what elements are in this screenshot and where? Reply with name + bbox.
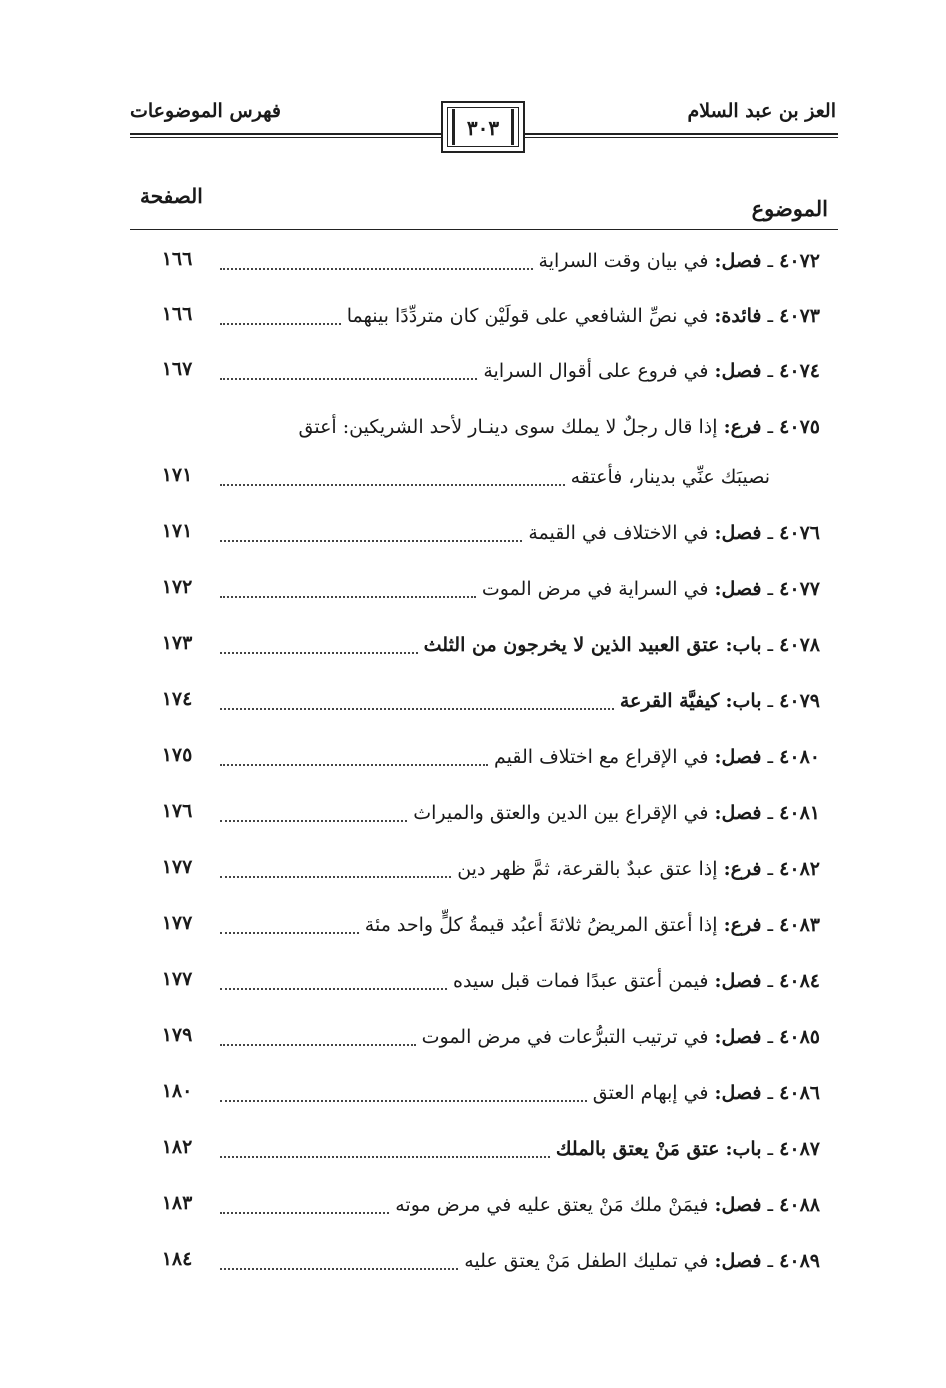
entry-page: ١٧١ — [161, 464, 193, 486]
entry-page: ١٦٦ — [161, 248, 193, 270]
running-header-title: فهرس الموضوعات — [130, 100, 281, 122]
entry-number: ٤٠٨٨ — [779, 1194, 820, 1216]
entry-page: ١٧٧ — [161, 912, 193, 934]
entry-label: فصل: — [714, 360, 762, 382]
toc-entry: ٤٠٧٥ ـ فرع: إذا قال رجلٌ لا يملك سوى دينـار لأحد الشريكين: أعتق ١٧١ نصيبَك عنِّي بدينار، فأعتقه — [130, 412, 830, 502]
leader-dots — [220, 876, 451, 878]
toc-entry: ١٧٧ ٤٠٨٤ ـ فصل: فيمن أعتق عبدًا فمات قبل سيده — [130, 966, 830, 1006]
leader-dots — [220, 988, 447, 990]
entry-number: ٤٠٨٢ — [779, 858, 820, 880]
entry-number: ٤٠٨٧ — [779, 1138, 820, 1160]
entry-number: ٤٠٧٦ — [779, 522, 820, 544]
entry-label: فصل: — [714, 1194, 762, 1216]
entry-label: فصل: — [714, 746, 762, 768]
entry-number: ٤٠٨٤ — [779, 970, 820, 992]
entry-text: في الإقراع مع اختلاف القيم — [493, 746, 709, 768]
entry-number: ٤٠٧٧ — [779, 578, 820, 600]
leader-dots — [220, 652, 418, 654]
entry-text: في ترتيب التبرُّعات في مرض الموت — [421, 1026, 709, 1048]
leader-dots — [220, 1212, 389, 1214]
entry-page: ١٧٢ — [161, 576, 193, 598]
entry-label: باب: — [725, 634, 762, 656]
entry-number: ٤٠٧٨ — [779, 634, 820, 656]
leader-dots — [220, 1268, 458, 1270]
toc-entry: ١٦٦ ٤٠٧٢ ـ فصل: في بيان وقت السراية — [130, 246, 830, 286]
entry-text: عتق العبيد الذين لا يخرجون من الثلث — [423, 634, 720, 656]
entry-number: ٤٠٨٩ — [779, 1250, 820, 1272]
entry-page: ١٧١ — [161, 520, 193, 542]
entry-page: ١٨٤ — [161, 1248, 193, 1270]
toc-entry: ١٧٣ ٤٠٧٨ ـ باب: عتق العبيد الذين لا يخرجون من الثلث — [130, 630, 830, 670]
entry-text: كيفيَّة القرعة — [619, 690, 720, 712]
entry-page: ١٧٥ — [161, 744, 193, 766]
entry-page: ١٦٦ — [161, 303, 193, 325]
entry-label: فصل: — [714, 1250, 762, 1272]
entry-text: في الإقراع بين الدين والعتق والميراث — [413, 802, 709, 824]
toc-entry: ١٧٤ ٤٠٧٩ ـ باب: كيفيَّة القرعة — [130, 686, 830, 726]
column-heading-rule — [130, 229, 838, 230]
leader-dots — [220, 1156, 550, 1158]
entry-label: فصل: — [714, 1082, 762, 1104]
entry-label: فصل: — [714, 578, 762, 600]
leader-dots — [220, 378, 477, 380]
leader-dots — [220, 484, 565, 486]
entry-number: ٤٠٧٣ — [779, 305, 820, 327]
entry-page: ١٨٠ — [161, 1080, 193, 1102]
entry-number: ٤٠٨٥ — [779, 1026, 820, 1048]
entry-number: ٤٠٧٤ — [779, 360, 820, 382]
entry-text: في فروع على أقوال السراية — [483, 360, 709, 382]
page-number-frame — [441, 101, 525, 153]
column-heading-topic: الموضوع — [751, 196, 828, 221]
toc-entry: ١٦٧ ٤٠٧٤ ـ فصل: في فروع على أقوال السراية — [130, 356, 830, 396]
entry-label: فرع: — [723, 914, 762, 936]
toc-entry: ١٦٦ ٤٠٧٣ ـ فائدة: في نصِّ الشافعي على قولَيْن كان متردِّدًا بينهما — [130, 301, 830, 341]
toc-entry: ١٨٣ ٤٠٨٨ ـ فصل: فيمَنْ ملك مَنْ يعتق عليه في مرض موته — [130, 1190, 830, 1230]
entry-text: في الاختلاف في القيمة — [528, 522, 709, 544]
entry-label: فصل: — [714, 522, 762, 544]
toc-entry: ١٧٥ ٤٠٨٠ ـ فصل: في الإقراع مع اختلاف القيم — [130, 742, 830, 782]
leader-dots — [220, 820, 407, 822]
entry-label: فصل: — [714, 802, 762, 824]
entry-text: إذا عتق عبدٌ بالقرعة، ثمَّ ظهر دين — [457, 858, 718, 880]
entry-page: ١٧٧ — [161, 968, 193, 990]
entry-label: فصل: — [714, 250, 762, 272]
entry-number: ٤٠٧٩ — [779, 690, 820, 712]
toc-entry: ١٨٢ ٤٠٨٧ ـ باب: عتق مَنْ يعتق بالملك — [130, 1134, 830, 1174]
entry-number: ٤٠٧٥ — [779, 416, 820, 438]
column-heading-page: الصفحة — [140, 184, 203, 208]
toc-entry: ١٧١ ٤٠٧٦ ـ فصل: في الاختلاف في القيمة — [130, 518, 830, 558]
entry-text-continued: نصيبَك عنِّي بدينار، فأعتقه — [570, 466, 770, 488]
entry-number: ٤٠٨١ — [779, 802, 820, 824]
toc-entry: ١٧٩ ٤٠٨٥ ـ فصل: في ترتيب التبرُّعات في مرض الموت — [130, 1022, 830, 1062]
toc-entry: ١٧٧ ٤٠٨٢ ـ فرع: إذا عتق عبدٌ بالقرعة، ثمَّ ظهر دين — [130, 854, 830, 894]
entry-page: ١٧٤ — [161, 688, 193, 710]
entry-label: فصل: — [714, 970, 762, 992]
toc-entry: ١٨٤ ٤٠٨٩ ـ فصل: في تمليك الطفل مَنْ يعتق عليه — [130, 1246, 830, 1286]
entry-page: ١٧٣ — [161, 632, 193, 654]
entry-text: إذا أعتق المريضُ ثلاثةَ أعبُد قيمةُ كلٍّ واحد مئة — [364, 914, 718, 936]
leader-dots — [220, 268, 533, 270]
entry-page: ١٧٧ — [161, 856, 193, 878]
entry-text: في السراية في مرض الموت — [481, 578, 709, 600]
entry-text: في بيان وقت السراية — [538, 250, 709, 272]
leader-dots — [220, 323, 341, 325]
toc-entry: ١٨٠ ٤٠٨٦ ـ فصل: في إبهام العتق — [130, 1078, 830, 1118]
entry-text: في تمليك الطفل مَنْ يعتق عليه — [464, 1250, 709, 1272]
leader-dots — [220, 1100, 587, 1102]
leader-dots — [220, 708, 614, 710]
leader-dots — [220, 764, 488, 766]
entry-text: عتق مَنْ يعتق بالملك — [555, 1138, 720, 1160]
toc-entry: ١٧٢ ٤٠٧٧ ـ فصل: في السراية في مرض الموت — [130, 574, 830, 614]
leader-dots — [220, 540, 522, 542]
entry-label: باب: — [725, 1138, 762, 1160]
entry-number: ٤٠٨٦ — [779, 1082, 820, 1104]
entry-number: ٤٠٧٢ — [779, 250, 820, 272]
entry-text: فيمَنْ ملك مَنْ يعتق عليه في مرض موته — [395, 1194, 709, 1216]
leader-dots — [220, 596, 476, 598]
entry-page: ١٨٣ — [161, 1192, 193, 1214]
entry-label: فصل: — [714, 1026, 762, 1048]
entry-label: باب: — [725, 690, 762, 712]
entry-number: ٤٠٨٠ — [779, 746, 820, 768]
page-number: ٣٠٣ — [466, 116, 500, 140]
leader-dots — [220, 1044, 416, 1046]
entry-page: ١٧٦ — [161, 800, 193, 822]
leader-dots — [220, 932, 359, 934]
entry-text: فيمن أعتق عبدًا فمات قبل سيده — [452, 970, 709, 992]
entry-text: في إبهام العتق — [592, 1082, 709, 1104]
entry-label: فائدة: — [714, 305, 762, 327]
toc-entry: ١٧٧ ٤٠٨٣ ـ فرع: إذا أعتق المريضُ ثلاثةَ أعبُد قيمةُ كلٍّ واحد مئة — [130, 910, 830, 950]
entry-label: فرع: — [723, 858, 762, 880]
entry-page: ١٨٢ — [161, 1136, 193, 1158]
entry-text: إذا قال رجلٌ لا يملك سوى دينـار لأحد الشريكين: أعتق — [298, 416, 718, 438]
entry-text: في نصِّ الشافعي على قولَيْن كان متردِّدًا بينهما — [346, 305, 709, 327]
entry-number: ٤٠٨٣ — [779, 914, 820, 936]
entry-label: فرع: — [723, 416, 762, 438]
toc-entry: ١٧٦ ٤٠٨١ ـ فصل: في الإقراع بين الدين والعتق والميراث — [130, 798, 830, 838]
entry-page: ١٦٧ — [161, 358, 193, 380]
running-header-author: العز بن عبد السلام — [687, 100, 836, 122]
entry-page: ١٧٩ — [161, 1024, 193, 1046]
